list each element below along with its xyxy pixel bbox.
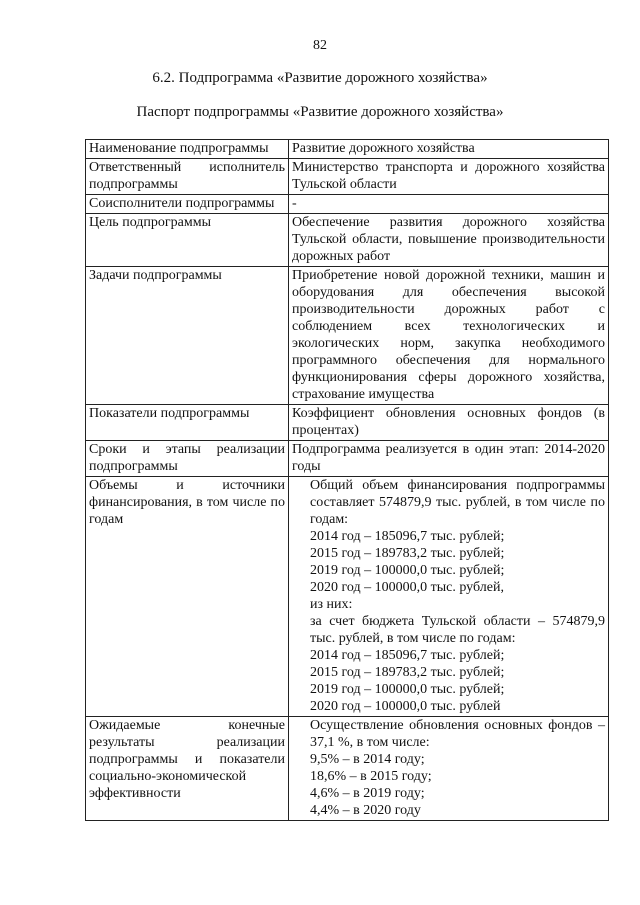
- row-value-co-executors: [289, 195, 609, 214]
- value-text: 2020 год – 100000,0 тыс. рублей,: [310, 580, 504, 595]
- table-row: [86, 405, 609, 441]
- value-text: 9,5% – в 2014 году;: [310, 752, 425, 767]
- row-value-financing: [289, 477, 609, 717]
- value-text: 2019 год – 100000,0 тыс. рублей;: [310, 563, 505, 578]
- value-text: Общий объем финансирования подпрограммы составляет 574879,9 тыс. рублей, в том числе по годам:: [310, 478, 605, 527]
- row-label-financing: Объемы и источники финансирования, в том числе по годам: [86, 477, 289, 717]
- value-text: Обеспечение развития дорожного хозяйства Тульской области, повышение производительности дорожных работ: [292, 215, 605, 264]
- row-value-indicators: [289, 405, 609, 441]
- row-label-co-executors: Соисполнители подпрограммы: [86, 195, 289, 214]
- value-text: Подпрограмма реализуется в один этап: 2014-2020 годы: [292, 442, 605, 474]
- section-title: 6.2. Подпрограмма «Развитие дорожного хозяйства»: [152, 70, 488, 86]
- table-row: [86, 717, 609, 821]
- value-text: -: [292, 196, 297, 211]
- value-text: Приобретение новой дорожной техники, машин и оборудования для обеспечения высокой производительности дорожных работ с соблюдением всех технологических и экологических норм, закупка необходимого программного обеспечения для нормального функционирования сферы дорожного хозяйства, страхование имущества: [292, 268, 605, 402]
- table-row: [86, 159, 609, 195]
- row-value-subprogram-name: [289, 140, 609, 159]
- value-text: за счет бюджета Тульской области – 574879,9 тыс. рублей, в том числе по годам:: [310, 614, 605, 646]
- row-label-subprogram-name: Наименование подпрограммы: [86, 140, 289, 159]
- table-row: [86, 441, 609, 477]
- value-text: 2014 год – 185096,7 тыс. рублей;: [310, 648, 505, 663]
- passport-title: Паспорт подпрограммы «Развитие дорожного хозяйства»: [136, 104, 504, 120]
- row-label-responsible-executor: Ответственный исполнитель подпрограммы: [86, 159, 289, 195]
- value-text: 2015 год – 189783,2 тыс. рублей;: [310, 665, 505, 680]
- value-text: 4,6% – в 2019 году;: [310, 786, 425, 801]
- value-text: Развитие дорожного хозяйства: [292, 141, 475, 156]
- row-value-expected-results: [289, 717, 609, 821]
- row-label-goal: Цель подпрограммы: [86, 214, 289, 267]
- row-value-timing: [289, 441, 609, 477]
- table-row: [86, 140, 609, 159]
- table-row: [86, 214, 609, 267]
- value-text: 4,4% – в 2020 году: [310, 803, 421, 818]
- passport-table: [85, 139, 609, 821]
- row-label-indicators: Показатели подпрограммы: [86, 405, 289, 441]
- table-row: [86, 477, 609, 717]
- value-text: Министерство транспорта и дорожного хозяйства Тульской области: [292, 160, 605, 192]
- row-label-tasks: Задачи подпрограммы: [86, 267, 289, 405]
- value-text: из них:: [310, 597, 353, 612]
- value-text: 2019 год – 100000,0 тыс. рублей;: [310, 682, 505, 697]
- value-text: 2020 год – 100000,0 тыс. рублей: [310, 699, 501, 714]
- page-number: 82: [313, 38, 327, 53]
- row-label-expected-results: Ожидаемые конечные результаты реализации подпрограммы и показатели социально-экономической эффективности: [86, 717, 289, 821]
- row-value-goal: [289, 214, 609, 267]
- table-row: [86, 267, 609, 405]
- value-text: 2014 год – 185096,7 тыс. рублей;: [310, 529, 505, 544]
- table-row: [86, 195, 609, 214]
- value-text: Осуществление обновления основных фондов – 37,1 %, в том числе:: [310, 718, 605, 750]
- value-text: 18,6% – в 2015 году;: [310, 769, 432, 784]
- row-value-responsible-executor: [289, 159, 609, 195]
- row-value-tasks: [289, 267, 609, 405]
- value-text: 2015 год – 189783,2 тыс. рублей;: [310, 546, 505, 561]
- value-text: Коэффициент обновления основных фондов (в процентах): [292, 406, 605, 438]
- row-label-timing: Сроки и этапы реализации подпрограммы: [86, 441, 289, 477]
